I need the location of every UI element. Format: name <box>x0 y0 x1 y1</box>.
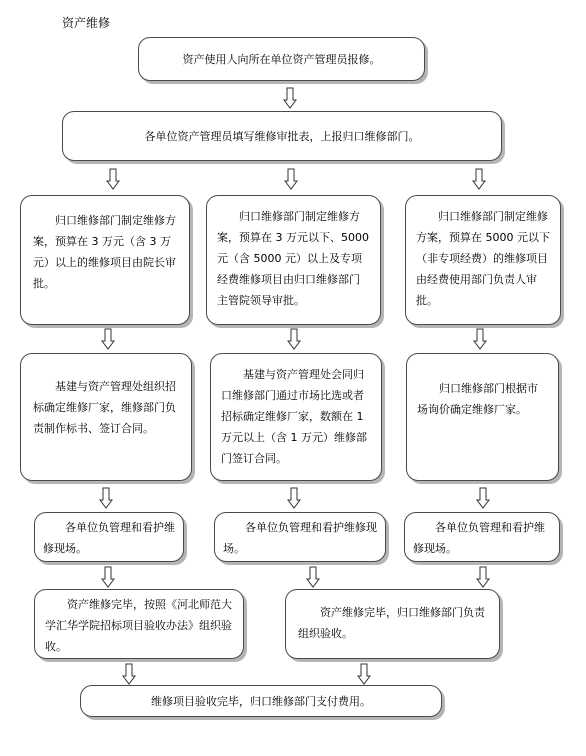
arrow-down-icon <box>476 566 490 588</box>
arrow-down-icon <box>472 168 486 190</box>
node-supervise-left-text: 各单位负管理和看护维修现场。 <box>43 521 175 555</box>
node-plan-5000-30k-text: 归口维修部门制定维修方案，预算在 3 万元以下、5000 元（含 5000 元）以上及专项经费维修项目由归口维修部门主管院领导审批。 <box>217 210 369 307</box>
node-report <box>138 37 425 81</box>
node-accept-right-text: 资产维修完毕，归口维修部门负责组织验收。 <box>298 606 485 640</box>
arrow-down-icon <box>287 328 301 350</box>
node-supervise-mid <box>214 512 386 562</box>
node-compare-select-text: 基建与资产管理处会同归口维修部门通过市场比选或者招标确定维修厂家，数额在 1 万元以上（含 1 万元）维修部门签订合同。 <box>221 368 367 465</box>
arrow-down-icon <box>101 566 115 588</box>
node-accept-right <box>285 589 500 659</box>
node-fill-form-text: 各单位资产管理员填写维修审批表，上报归口维修部门。 <box>144 129 420 143</box>
node-plan-over-30k <box>20 195 190 325</box>
arrow-down-icon <box>357 663 371 685</box>
arrow-down-icon <box>99 487 113 509</box>
arrow-down-icon <box>122 663 136 685</box>
arrow-down-icon <box>287 487 301 509</box>
node-market-inquiry-text: 归口维修部门根据市场询价确定维修厂家。 <box>417 382 538 416</box>
node-compare-select <box>210 353 382 481</box>
arrow-down-icon <box>283 87 297 109</box>
arrow-down-icon <box>476 487 490 509</box>
node-plan-under-5000 <box>405 195 561 325</box>
node-plan-5000-30k <box>206 195 381 325</box>
arrow-down-icon <box>284 168 298 190</box>
node-accept-left <box>34 589 244 659</box>
node-plan-under-5000-text: 归口维修部门制定维修方案，预算在 5000 元以下（非专项经费）的维修项目由经费使用部门负责人审批。 <box>416 210 550 307</box>
node-supervise-left <box>34 512 184 562</box>
node-payment-text: 维修项目验收完毕，归口维修部门支付费用。 <box>151 694 371 708</box>
node-plan-over-30k-text: 归口维修部门制定维修方案，预算在 3 万元（含 3 万元）以上的维修项目由院长审批。 <box>33 214 176 290</box>
node-fill-form <box>62 111 502 161</box>
node-accept-left-text: 资产维修完毕，按照《河北师范大学汇华学院招标项目验收办法》组织验收。 <box>45 598 232 653</box>
node-supervise-right-text: 各单位负管理和看护维修现场。 <box>413 521 545 555</box>
node-report-text: 资产使用人向所在单位资产管理员报修。 <box>182 52 381 66</box>
node-supervise-mid-text: 各单位负管理和看护维修现场。 <box>223 521 377 555</box>
page-title: 资产维修 <box>62 16 111 30</box>
arrow-down-icon <box>106 168 120 190</box>
node-tender <box>20 353 192 481</box>
arrow-down-icon <box>306 566 320 588</box>
node-supervise-right <box>404 512 560 562</box>
arrow-down-icon <box>473 328 487 350</box>
node-tender-text: 基建与资产管理处组织招标确定维修厂家，维修部门负责制作标书、签订合同。 <box>33 380 176 435</box>
arrow-down-icon <box>101 328 115 350</box>
node-market-inquiry <box>406 353 559 481</box>
node-payment <box>80 685 442 717</box>
